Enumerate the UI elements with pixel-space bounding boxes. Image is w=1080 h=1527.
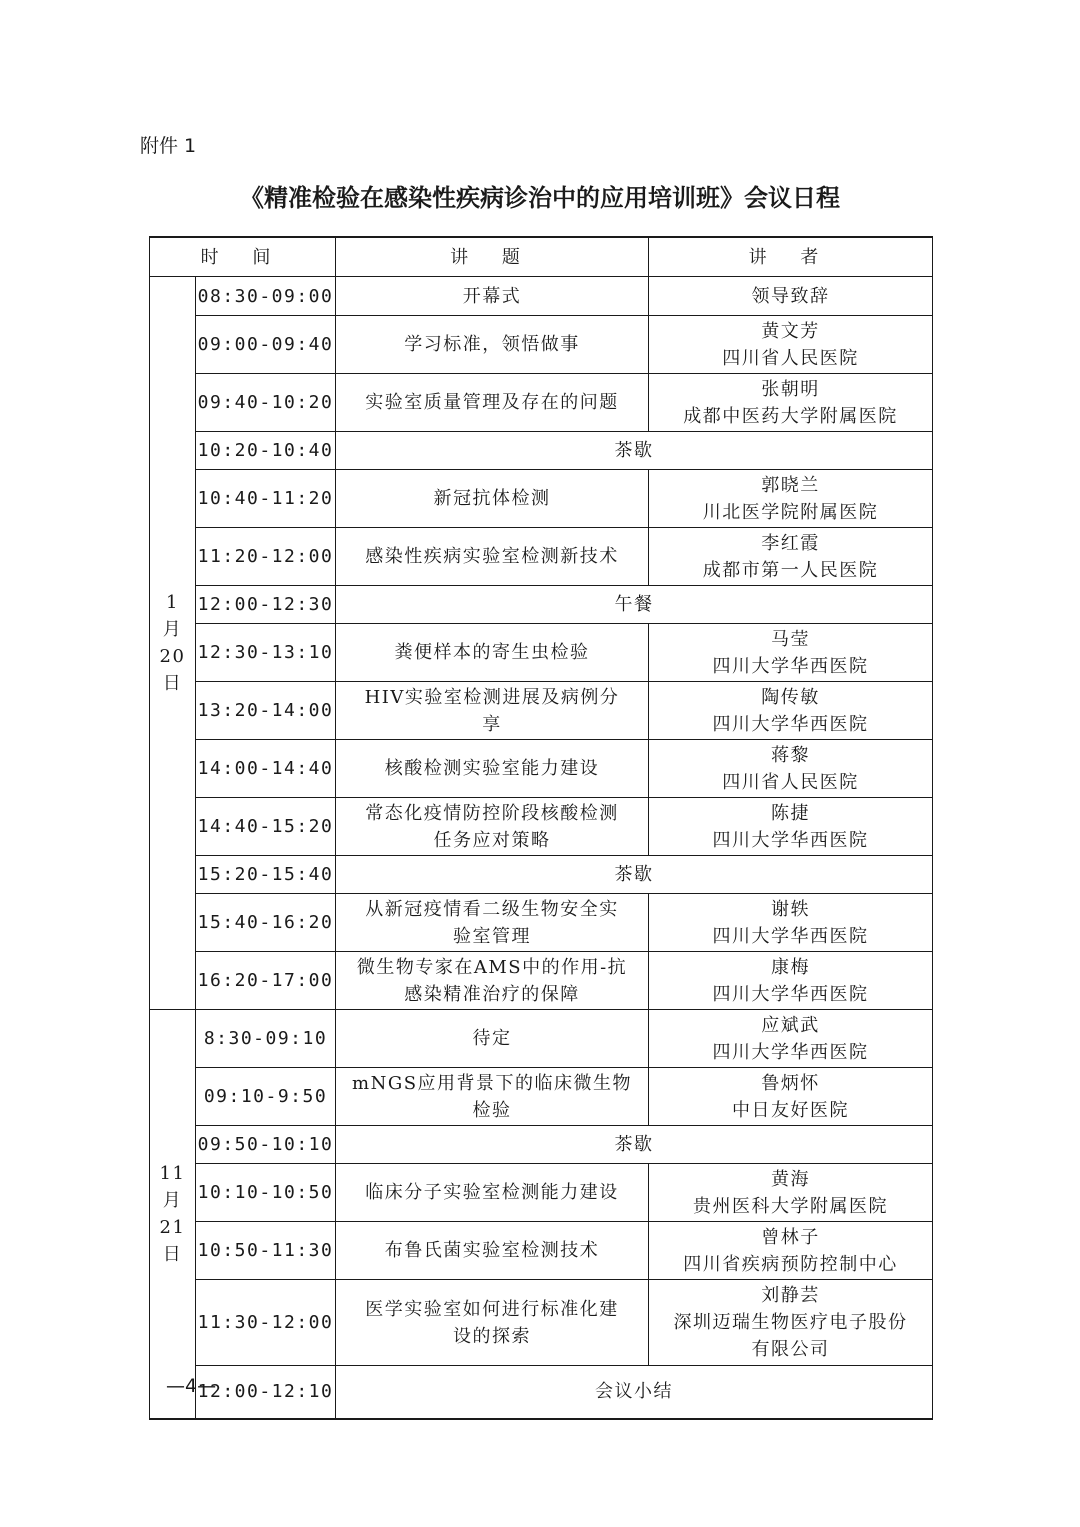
break-cell: 午餐 bbox=[336, 586, 933, 624]
break-cell: 茶歇 bbox=[336, 432, 933, 470]
topic-cell: 待定 bbox=[336, 1010, 649, 1068]
table-row bbox=[150, 1280, 933, 1366]
topic-cell: HIV实验室检测进展及病例分 享 bbox=[336, 682, 649, 740]
speaker-cell: 鲁炳怀 中日友好医院 bbox=[649, 1068, 933, 1126]
time-cell: 12:00-12:10 bbox=[196, 1366, 336, 1419]
time-cell: 8:30-09:10 bbox=[196, 1010, 336, 1068]
speaker-cell: 康梅 四川大学华西医院 bbox=[649, 952, 933, 1010]
topic-cell: 粪便样本的寄生虫检验 bbox=[336, 624, 649, 682]
time-cell: 13:20-14:00 bbox=[196, 682, 336, 740]
topic-cell: 从新冠疫情看二级生物安全实 验室管理 bbox=[336, 894, 649, 952]
header-speaker: 讲 者 bbox=[649, 237, 933, 277]
table-row bbox=[150, 952, 933, 1010]
time-cell: 10:20-10:40 bbox=[196, 432, 336, 470]
page-number: —4— bbox=[166, 1375, 217, 1397]
table-row bbox=[150, 277, 933, 316]
table-row bbox=[150, 374, 933, 432]
table-row bbox=[150, 1010, 933, 1068]
table-row bbox=[150, 1222, 933, 1280]
topic-cell: mNGS应用背景下的临床微生物 检验 bbox=[336, 1068, 649, 1126]
speaker-cell: 曾林子 四川省疾病预防控制中心 bbox=[649, 1222, 933, 1280]
topic-cell: 核酸检测实验室能力建设 bbox=[336, 740, 649, 798]
schedule-table bbox=[149, 236, 933, 1420]
time-cell: 09:50-10:10 bbox=[196, 1126, 336, 1164]
time-cell: 11:20-12:00 bbox=[196, 528, 336, 586]
break-row bbox=[150, 1126, 933, 1164]
speaker-cell: 马莹 四川大学华西医院 bbox=[649, 624, 933, 682]
table-row bbox=[150, 624, 933, 682]
topic-cell: 微生物专家在AMS中的作用-抗 感染精准治疗的保障 bbox=[336, 952, 649, 1010]
time-cell: 12:30-13:10 bbox=[196, 624, 336, 682]
time-cell: 09:10-9:50 bbox=[196, 1068, 336, 1126]
table-row bbox=[150, 470, 933, 528]
table-row bbox=[150, 316, 933, 374]
day-cell: 1 月 20 日 bbox=[150, 277, 196, 1010]
speaker-cell: 黄海 贵州医科大学附属医院 bbox=[649, 1164, 933, 1222]
table-row bbox=[150, 740, 933, 798]
table-row bbox=[150, 798, 933, 856]
topic-cell: 学习标准，领悟做事 bbox=[336, 316, 649, 374]
table-row bbox=[150, 1068, 933, 1126]
topic-cell: 实验室质量管理及存在的问题 bbox=[336, 374, 649, 432]
speaker-cell: 郭晓兰 川北医学院附属医院 bbox=[649, 470, 933, 528]
time-cell: 14:00-14:40 bbox=[196, 740, 336, 798]
speaker-cell: 黄文芳 四川省人民医院 bbox=[649, 316, 933, 374]
break-row bbox=[150, 432, 933, 470]
topic-cell: 布鲁氏菌实验室检测技术 bbox=[336, 1222, 649, 1280]
time-cell: 10:40-11:20 bbox=[196, 470, 336, 528]
topic-cell: 临床分子实验室检测能力建设 bbox=[336, 1164, 649, 1222]
table-header-row bbox=[150, 237, 933, 277]
day-cell: 11 月 21 日 bbox=[150, 1010, 196, 1419]
speaker-cell: 领导致辞 bbox=[649, 277, 933, 316]
header-topic: 讲 题 bbox=[336, 237, 649, 277]
speaker-cell: 张朝明 成都中医药大学附属医院 bbox=[649, 374, 933, 432]
table-row bbox=[150, 1164, 933, 1222]
break-cell: 会议小结 bbox=[336, 1366, 933, 1419]
speaker-cell: 李红霞 成都市第一人民医院 bbox=[649, 528, 933, 586]
speaker-cell: 谢轶 四川大学华西医院 bbox=[649, 894, 933, 952]
table-row bbox=[150, 894, 933, 952]
time-cell: 14:40-15:20 bbox=[196, 798, 336, 856]
time-cell: 09:00-09:40 bbox=[196, 316, 336, 374]
speaker-cell: 蒋黎 四川省人民医院 bbox=[649, 740, 933, 798]
table-row bbox=[150, 528, 933, 586]
time-cell: 15:40-16:20 bbox=[196, 894, 336, 952]
document-title: 《精准检验在感染性疾病诊治中的应用培训班》会议日程 bbox=[240, 183, 840, 212]
topic-cell: 常态化疫情防控阶段核酸检测 任务应对策略 bbox=[336, 798, 649, 856]
topic-cell: 开幕式 bbox=[336, 277, 649, 316]
break-cell: 茶歇 bbox=[336, 856, 933, 894]
break-row bbox=[150, 586, 933, 624]
time-cell: 10:10-10:50 bbox=[196, 1164, 336, 1222]
break-row bbox=[150, 856, 933, 894]
topic-cell: 新冠抗体检测 bbox=[336, 470, 649, 528]
break-row bbox=[150, 1366, 933, 1419]
speaker-cell: 陶传敏 四川大学华西医院 bbox=[649, 682, 933, 740]
time-cell: 11:30-12:00 bbox=[196, 1280, 336, 1366]
time-cell: 12:00-12:30 bbox=[196, 586, 336, 624]
break-cell: 茶歇 bbox=[336, 1126, 933, 1164]
time-cell: 09:40-10:20 bbox=[196, 374, 336, 432]
time-cell: 08:30-09:00 bbox=[196, 277, 336, 316]
speaker-cell: 刘静芸 深圳迈瑞生物医疗电子股份 有限公司 bbox=[649, 1280, 933, 1366]
table-row bbox=[150, 682, 933, 740]
time-cell: 15:20-15:40 bbox=[196, 856, 336, 894]
header-time: 时 间 bbox=[150, 237, 336, 277]
time-cell: 16:20-17:00 bbox=[196, 952, 336, 1010]
annex-label: 附件 1 bbox=[140, 135, 197, 157]
topic-cell: 感染性疾病实验室检测新技术 bbox=[336, 528, 649, 586]
speaker-cell: 应斌武 四川大学华西医院 bbox=[649, 1010, 933, 1068]
speaker-cell: 陈捷 四川大学华西医院 bbox=[649, 798, 933, 856]
time-cell: 10:50-11:30 bbox=[196, 1222, 336, 1280]
topic-cell: 医学实验室如何进行标准化建 设的探索 bbox=[336, 1280, 649, 1366]
